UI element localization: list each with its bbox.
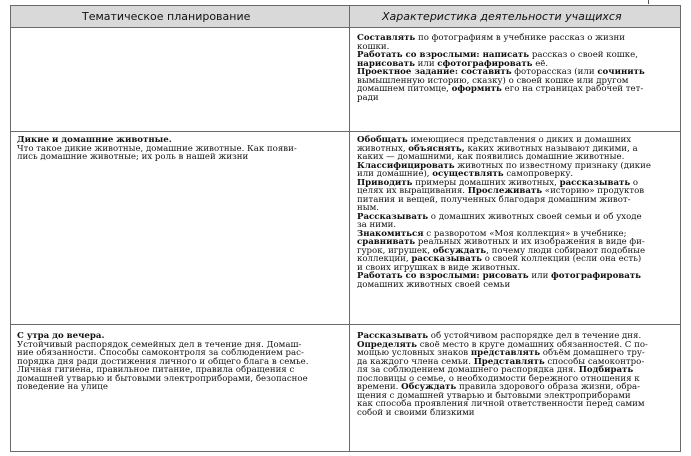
text-line: [357, 85, 645, 94]
bold-verb: Проектное задание: составить: [357, 67, 512, 77]
text-line: [357, 94, 645, 103]
text-run: порядка дня ради достижения личного и общего блага в семье.: [17, 356, 309, 367]
text-run: или: [528, 271, 552, 281]
text-line: [357, 409, 648, 418]
bold-verb: нарисовать: [357, 58, 415, 69]
text-run: о своей коллекции (если она есть): [482, 254, 642, 264]
text-run: правила здорового образа жизни, обра-: [456, 382, 641, 392]
text-run: щения с домашней утварью и бытовыми электроприборами: [357, 390, 631, 401]
text-run: , почему люди собирают подобные: [486, 245, 646, 256]
text-run: гурок, игрушек,: [357, 245, 433, 256]
text-run: кошки.: [357, 41, 390, 52]
page-corner-mark: [648, 0, 649, 4]
bold-verb: Составлять: [357, 33, 416, 43]
bold-verb: Прослеживать: [467, 186, 543, 196]
bold-verb: Определять: [357, 339, 418, 350]
text-run: Устойчивый распорядок семейных дел в течение дня. Домаш-: [17, 339, 302, 350]
row-3-activities: [357, 332, 648, 417]
text-run: ради: [357, 92, 379, 103]
bold-verb: представлять: [470, 348, 541, 358]
text-run: за ними.: [357, 220, 397, 230]
text-run: мощью условных знаков: [357, 348, 471, 358]
bold-verb: сравнивать: [357, 237, 416, 247]
text-run: фоторассказ (или: [511, 67, 598, 77]
row-1-activities: [357, 34, 645, 102]
text-run: объём домашнего тру-: [540, 348, 645, 358]
bold-verb: Знакомиться: [357, 228, 424, 239]
bold-verb: сочинить: [597, 67, 645, 77]
text-run: его на страницах рабочей тет-: [501, 84, 644, 94]
text-run: да каждого члена семьи.: [357, 356, 474, 367]
bold-verb: Работать со взрослыми: рисовать: [357, 271, 529, 281]
text-run: имеющиеся представления о диких и домашних: [407, 135, 632, 145]
text-run: рассказ о своей кошке,: [529, 50, 638, 60]
text-line: [357, 213, 651, 222]
text-run: способы самоконтро-: [544, 356, 645, 367]
text-run: питания и вещей, полученных благодаря домашним живот-: [357, 194, 631, 205]
text-run: животных,: [357, 143, 409, 154]
text-run: домашней утварью и бытовыми электроприборами, безопасное: [17, 373, 308, 384]
row-divider: [11, 131, 680, 132]
text-run: домашних животных своей семьи: [357, 279, 511, 290]
text-run: каких животных называют дикими, а: [464, 143, 638, 154]
planning-table: [10, 5, 681, 452]
text-run: или домашние),: [357, 169, 433, 179]
text-line: [17, 383, 308, 392]
bold-verb: осуществлять: [432, 169, 504, 179]
text-run: лись домашние животные; их роль в нашей жизни: [17, 152, 249, 162]
bold-verb: Дикие и домашние животные.: [17, 135, 172, 145]
text-run: поведение на улице: [17, 382, 108, 392]
bold-verb: Рассказывать: [357, 331, 429, 341]
row-2-topic: [17, 136, 297, 162]
text-line: [357, 281, 651, 290]
text-run: об устойчивом распорядке дел в течение дня.: [428, 331, 642, 341]
bold-verb: Рассказывать: [357, 211, 429, 222]
header-topic-planning: Тематическое планирование: [82, 10, 251, 23]
text-run: Личная гигиена, правильное питание, правила обращения с: [17, 365, 295, 375]
text-run: о: [630, 177, 639, 188]
text-run: пословицы о семье, о необходимости бережного отношения к: [357, 373, 640, 384]
text-run: её.: [532, 58, 549, 69]
text-run: о домашних животных своей семьи и об уходе: [428, 211, 642, 222]
text-run: домашнем питомце,: [357, 84, 452, 94]
bold-verb: Классифицировать: [357, 160, 455, 171]
bold-verb: Работать со взрослыми: написать: [357, 50, 530, 60]
text-run: и своих игрушках в виде животных.: [357, 262, 521, 273]
bold-verb: объяснять,: [408, 143, 465, 154]
text-run: собой и своими близкими: [357, 407, 475, 418]
text-run: примеры домашних животных,: [412, 177, 560, 188]
text-run: с разворотом «Моя коллекция» в учебнике;: [423, 228, 627, 239]
bold-verb: Приводить: [357, 177, 413, 188]
text-line: [357, 196, 651, 205]
bold-verb: рассказывать: [411, 254, 482, 264]
bold-verb: С утра до вечера.: [17, 331, 105, 341]
text-run: реальных животных и их изображения в виде фи-: [415, 237, 645, 247]
row-divider: [11, 324, 680, 325]
text-run: животных по известному признаку (дикие: [454, 160, 651, 171]
text-run: или: [414, 58, 438, 69]
text-run: ным.: [357, 203, 379, 213]
text-line: [357, 34, 645, 43]
text-run: целях их выращивания.: [357, 186, 468, 196]
text-run: ля за соблюдением домашнего распорядка дня.: [357, 365, 579, 375]
bold-verb: рассказывать: [559, 177, 631, 188]
text-run: своё место в круге домашних обязанностей. С по-: [417, 339, 648, 350]
bold-verb: обсуждать: [432, 245, 487, 256]
text-run: ние обязанности. Способы самоконтроля за соблюдением рас-: [17, 348, 304, 358]
row-3-topic: [17, 332, 308, 392]
bold-verb: фотографировать: [551, 271, 641, 281]
text-run: по фотографиям в учебнике рассказ о жизни: [415, 33, 625, 43]
text-run: самопроверку.: [503, 169, 574, 179]
text-run: Что такое дикие животные, домашние животные. Как появи-: [17, 143, 297, 154]
text-run: времени.: [357, 382, 402, 392]
bold-verb: Обобщать: [357, 135, 408, 145]
column-divider: [349, 6, 350, 451]
table-header: [11, 6, 680, 28]
bold-verb: Подбирать: [578, 365, 634, 375]
text-run: «историю» продуктов: [542, 186, 645, 196]
text-run: как способа проявления личной ответственности перед самим: [357, 399, 645, 409]
text-line: [17, 153, 297, 162]
bold-verb: сфотографировать: [437, 58, 533, 69]
header-student-activities: Характеристика деятельности учащихся: [382, 10, 622, 23]
bold-verb: оформить: [451, 84, 502, 94]
row-2-activities: [357, 136, 651, 289]
bold-verb: Обсуждать: [401, 382, 457, 392]
text-run: каких — домашними, как появились домашние животные.: [357, 152, 625, 162]
text-run: коллекции,: [357, 254, 412, 264]
bold-verb: Представлять: [473, 356, 545, 367]
text-run: вымышленную историю, сказку) о своей кошке или другом: [357, 75, 629, 86]
